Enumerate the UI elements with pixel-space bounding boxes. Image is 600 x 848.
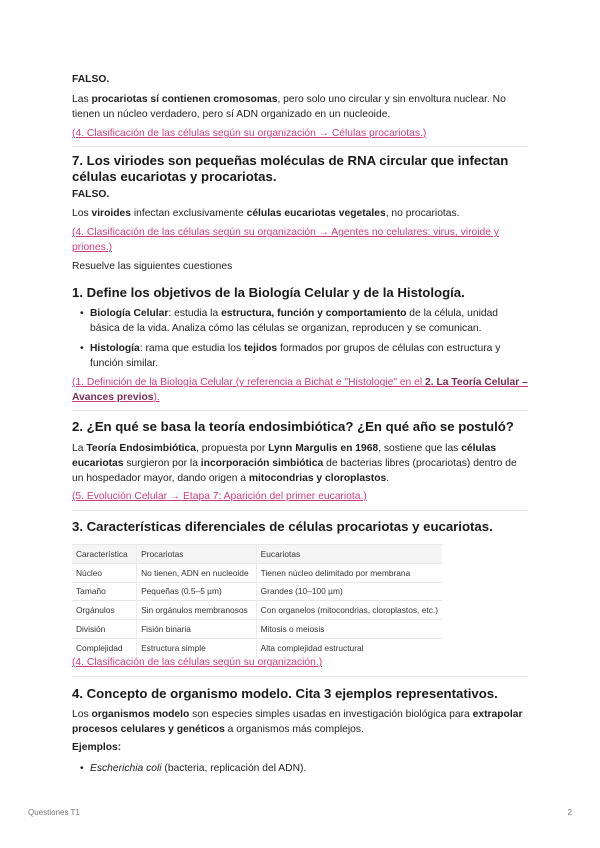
comparison-table xyxy=(72,544,442,657)
section-divider xyxy=(72,410,528,411)
table-cell: Fisión binaria xyxy=(137,620,257,639)
list-item-ecoli: • Escherichia coli (bacteria, replicación del ADN). xyxy=(80,763,307,774)
reference-link-definicion[interactable]: (1. Definición de la Biología Celular (y referencia a Bichat e "Histologie" en el 2. La Teoría Celular – Avances previos). xyxy=(72,377,528,403)
table-row xyxy=(72,582,442,601)
table-header-cell: Procariotas xyxy=(137,545,257,564)
question-7-heading: 7. Los viriodes son pequeñas moléculas de RNA circular que infectan células eucariotas y procariotas. xyxy=(72,153,509,184)
question-4-heading: 4. Concepto de organismo modelo. Cita 3 ejemplos representativos. xyxy=(72,686,498,701)
table-cell: Con organelos (mitocondrias, cloroplastos, etc.) xyxy=(256,601,442,620)
table-cell: Mitosis o meiosis xyxy=(256,620,442,639)
verdict-false: FALSO. xyxy=(72,74,110,85)
paragraph-organismo-modelo: Los organismos modelo son especies simples usadas en investigación biológica para extrapolar procesos celulares y genéticos a organismos más complejos. xyxy=(72,709,523,735)
table-cell: Grandes (10–100 µm) xyxy=(256,582,442,601)
table-header-cell: Característica xyxy=(72,545,137,564)
section-divider xyxy=(72,146,528,147)
list-item-biologia-celular: • Biología Celular: estudia la estructura, función y comportamiento de la célula, unidad básica de la vida. Analiza cómo las células se organizan, reproducen y se comunican. xyxy=(80,308,499,334)
page-number: 2 xyxy=(567,808,572,817)
table-cell: Complejidad xyxy=(72,638,137,656)
paragraph-viroides: Los viroides infectan exclusivamente células eucariotas vegetales, no procariotas. xyxy=(72,208,460,219)
verdict-false: FALSO. xyxy=(72,189,110,200)
table-cell: Núcleo xyxy=(72,563,137,582)
table-header-cell: Eucariotas xyxy=(256,545,442,564)
examples-label: Ejemplos: xyxy=(72,742,122,753)
table-row xyxy=(72,601,442,620)
table-cell: Estructura simple xyxy=(137,638,257,656)
table-cell: División xyxy=(72,620,137,639)
reference-link-evolucion[interactable]: (5. Evolución Celular → Etapa 7: Aparición del primer eucariota.) xyxy=(72,491,367,502)
table-row xyxy=(72,620,442,639)
question-2-heading: 2. ¿En qué se basa la teoría endosimbiótica? ¿En qué año se postuló? xyxy=(72,419,514,434)
bullet-icon: • xyxy=(80,763,84,774)
table-cell: Sin orgánulos membranosos xyxy=(137,601,257,620)
table-cell: Alta complejidad estructural xyxy=(256,638,442,656)
bullet-icon: • xyxy=(80,308,84,319)
table-cell: Tamaño xyxy=(72,582,137,601)
paragraph-endosimbiotica: La Teoría Endosimbiótica, propuesta por Lynn Margulis en 1968, sostiene que las células eucariotas surgieron por la incorporación simbiótica de bacterias libres (procariotas) dentro de un hospedador mayor, dando origen a mitocondrias y cloroplastos. xyxy=(72,443,517,484)
table-cell: Tienen núcleo delimitado por membrana xyxy=(256,563,442,582)
reference-link-procariotas[interactable]: (4. Clasificación de las células según su organización → Células procariotas.) xyxy=(72,128,427,139)
list-item-histologia: • Histología: rama que estudia los tejidos formados por grupos de células con estructura y función similar. xyxy=(80,343,501,369)
reference-link-agentes-no-celulares[interactable]: (4. Clasificación de las células según su organización → Agentes no celulares: virus, viroide y priones.) xyxy=(72,227,499,253)
resuelve-label: Resuelve las siguientes cuestiones xyxy=(72,261,233,272)
table-cell: No tienen, ADN en nucleoide xyxy=(137,563,257,582)
paragraph-procariotas: Las procariotas sí contienen cromosomas, pero solo uno circular y sin envoltura nuclear. No tienen un núcleo verdadero, pero sí ADN organizado en un nucleoide. xyxy=(72,94,506,120)
table-cell: Orgánulos xyxy=(72,601,137,620)
bullet-icon: • xyxy=(80,343,84,354)
section-divider xyxy=(72,510,528,511)
question-1-heading: 1. Define los objetivos de la Biología Celular y de la Histología. xyxy=(72,285,465,300)
reference-link-clasificacion[interactable]: (4. Clasificación de las células según su organización.) xyxy=(72,657,323,668)
footer-title: Questiones T1 xyxy=(28,808,80,817)
table-cell: Pequeñas (0.5–5 µm) xyxy=(137,582,257,601)
question-3-heading: 3. Características diferenciales de células procariotas y eucariotas. xyxy=(72,519,493,534)
section-divider xyxy=(72,676,528,677)
table-header-row xyxy=(72,545,442,564)
table-row xyxy=(72,563,442,582)
